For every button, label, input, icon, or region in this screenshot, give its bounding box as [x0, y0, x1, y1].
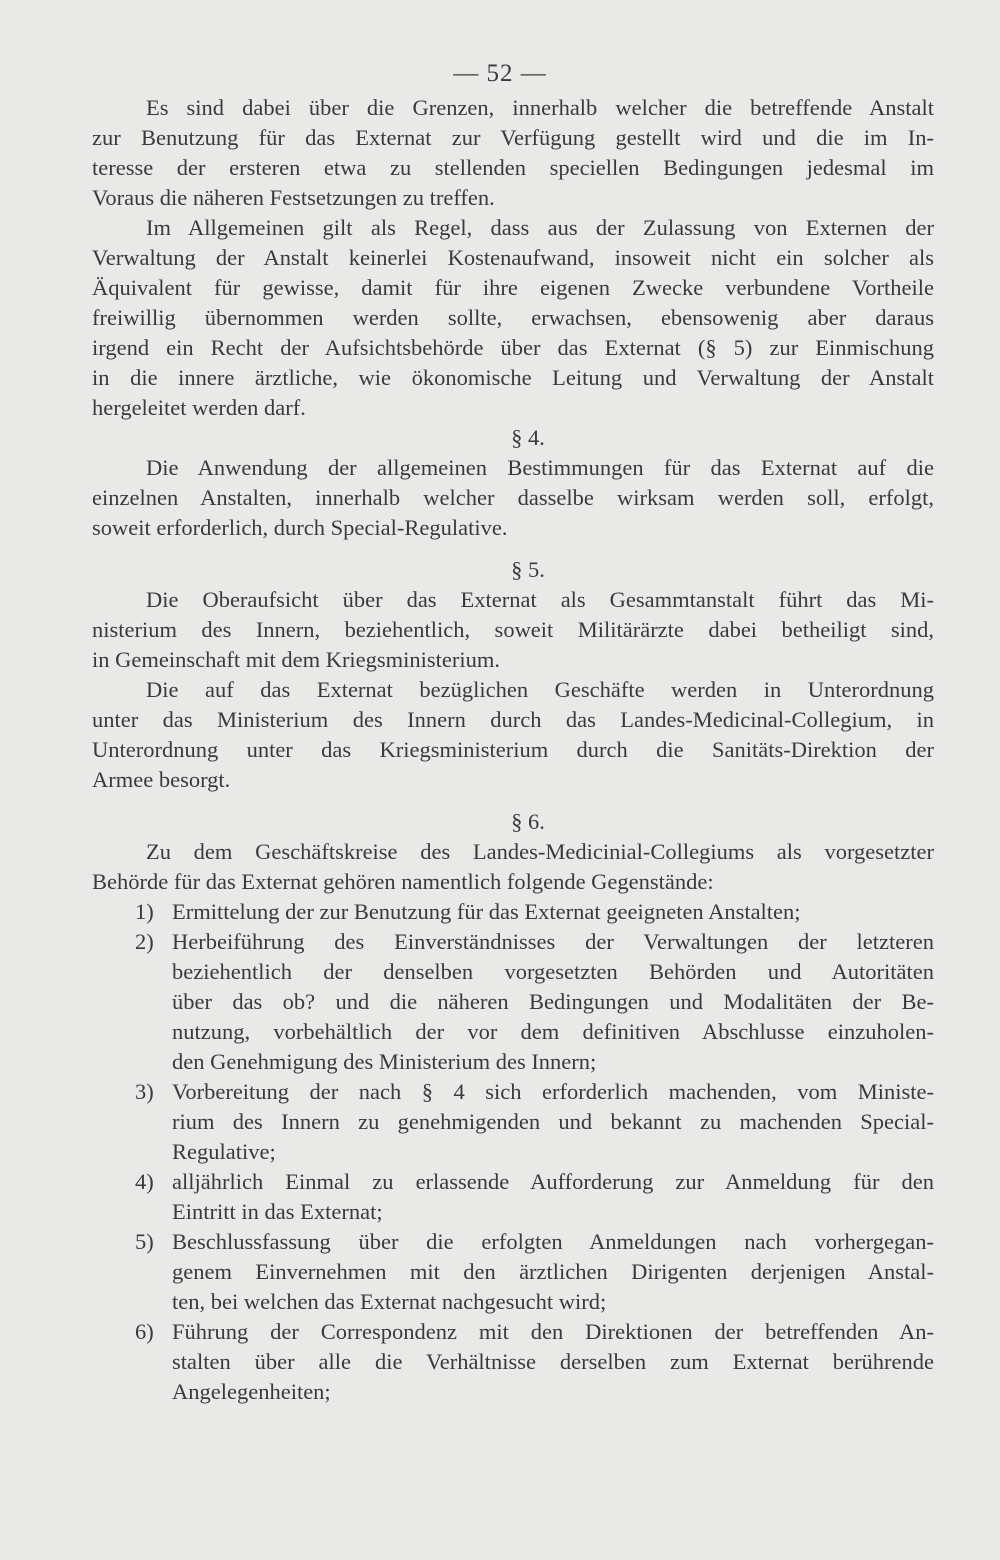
list-item-line: Regulative; — [172, 1139, 276, 1164]
list-item — [92, 1077, 934, 1167]
section-5-heading: § 5. — [511, 557, 545, 582]
list-item-number: 2) — [135, 929, 154, 954]
list-item-line: stalten über alle die Verhältnisse derselben zum Externat berührende — [172, 1349, 934, 1374]
section-4-line: Die Anwendung der allgemeinen Bestimmungen für das Externat auf die — [146, 455, 934, 480]
rule-line: in die innere ärztliche, wie ökonomische Leitung und Verwaltung der Anstalt — [92, 365, 934, 390]
section-5-line: unter das Ministerium des Innern durch das Landes-Medicinal-Collegium, in — [92, 707, 934, 732]
list-item-line: über das ob? und die näheren Bedingungen und Modalitäten der Be- — [172, 989, 934, 1014]
list-item — [92, 1167, 934, 1227]
list-item-number: 6) — [135, 1319, 154, 1344]
intro-line: teresse der ersteren etwa zu stellenden speciellen Bedingungen jedesmal im — [92, 155, 934, 180]
rule-line: freiwillig übernommen werden sollte, erwachsen, ebensowenig aber daraus — [92, 305, 934, 330]
rule-line: irgend ein Recht der Aufsichtsbehörde über das Externat (§ 5) zur Einmischung — [92, 335, 934, 360]
section-4-line: soweit erforderlich, durch Special-Regulative. — [92, 515, 508, 540]
rule-line: Verwaltung der Anstalt keinerlei Kostenaufwand, insoweit nicht ein solcher als — [92, 245, 934, 270]
list-item — [92, 897, 934, 927]
list-item-line: genem Einvernehmen mit den ärztlichen Dirigenten derjenigen Anstal- — [172, 1259, 934, 1284]
list-item-number: 3) — [135, 1079, 154, 1104]
section-4-heading: § 4. — [511, 425, 545, 450]
list-item — [92, 1227, 934, 1317]
list-item-line: Beschlussfassung über die erfolgten Anmeldungen nach vorhergegan- — [172, 1229, 934, 1254]
list-item-line: den Genehmigung des Ministerium des Innern; — [172, 1049, 597, 1074]
section-6-intro-line: Behörde für das Externat gehören namentlich folgende Gegenstände: — [92, 869, 714, 894]
intro-line: Es sind dabei über die Grenzen, innerhalb welcher die betreffende Anstalt — [146, 95, 934, 120]
intro-line: Voraus die näheren Festsetzungen zu treffen. — [92, 185, 495, 210]
list-item-line: alljährlich Einmal zu erlassende Aufforderung zur Anmeldung für den — [172, 1169, 934, 1194]
rule-line: Im Allgemeinen gilt als Regel, dass aus der Zulassung von Externen der — [146, 215, 934, 240]
section-5-line: Armee besorgt. — [92, 767, 231, 792]
list-item-line: Herbeiführung des Einverständnisses der Verwaltungen der letzteren — [172, 929, 934, 954]
page-number: — 52 — — [453, 60, 547, 87]
section-5-line: in Gemeinschaft mit dem Kriegsministerium. — [92, 647, 501, 672]
list-item-line: beziehentlich der denselben vorgesetzten Behörden und Autoritäten — [172, 959, 934, 984]
list-item-line: Vorbereitung der nach § 4 sich erforderlich machenden, vom Ministe- — [172, 1079, 934, 1104]
list-item-number: 1) — [135, 899, 154, 924]
list-item-line: Angelegenheiten; — [172, 1379, 331, 1404]
list-item-line: ten, bei welchen das Externat nachgesucht wird; — [172, 1289, 607, 1314]
list-item-line: rium des Innern zu genehmigenden und bekannt zu machenden Special- — [172, 1109, 934, 1134]
list-item-line: Eintritt in das Externat; — [172, 1199, 383, 1224]
section-5-line: Die Oberaufsicht über das Externat als Gesammtanstalt führt das Mi- — [146, 587, 934, 612]
list-item-line: nutzung, vorbehältlich der vor dem definitiven Abschlusse einzuholen- — [172, 1019, 934, 1044]
rule-line: Äquivalent für gewisse, damit für ihre eigenen Zwecke verbundene Vortheile — [92, 275, 934, 300]
list-item-number: 4) — [135, 1169, 154, 1194]
section-4-line: einzelnen Anstalten, innerhalb welcher dasselbe wirksam werden soll, erfolgt, — [92, 485, 934, 510]
list-item — [92, 1317, 934, 1407]
page-body — [92, 93, 934, 1407]
list-item — [92, 927, 934, 1077]
list-item-line: Ermittelung der zur Benutzung für das Externat geeigneten Anstalten; — [172, 899, 801, 924]
list-item-line: Führung der Correspondenz mit den Direktionen der betreffenden An- — [172, 1319, 934, 1344]
intro-line: zur Benutzung für das Externat zur Verfügung gestellt wird und die im In- — [92, 125, 934, 150]
section-6-intro-line: Zu dem Geschäftskreise des Landes-Medicinial-Collegiums als vorgesetzter — [146, 839, 934, 864]
list-item-number: 5) — [135, 1229, 154, 1254]
section-5-line: nisterium des Innern, beziehentlich, soweit Militärärzte dabei betheiligt sind, — [92, 617, 934, 642]
section-5-line: Unterordnung unter das Kriegsministerium durch die Sanitäts-Direktion der — [92, 737, 934, 762]
section-6-heading: § 6. — [511, 809, 545, 834]
section-5-line: Die auf das Externat bezüglichen Geschäfte werden in Unterordnung — [146, 677, 934, 702]
rule-line: hergeleitet werden darf. — [92, 395, 306, 420]
